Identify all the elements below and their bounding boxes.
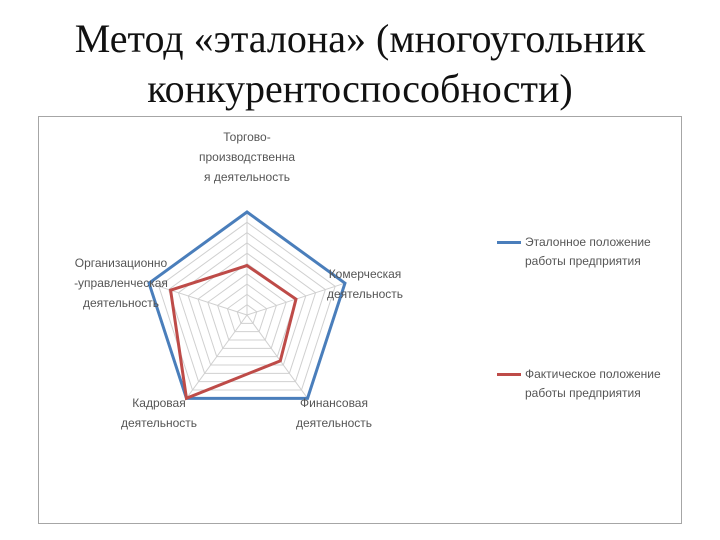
axis-label-5-line-3: деятельность <box>82 296 160 310</box>
axis-label-3-line-2: деятельность <box>295 416 373 430</box>
axis-label-1-line-2: производственна <box>198 150 296 164</box>
radar-chart <box>38 116 682 524</box>
legend-label-reference-line-1: Эталонное положение <box>525 235 651 249</box>
legend-label-actual-line-2: работы предприятия <box>525 386 641 400</box>
legend-label-actual-line-1: Фактическое положение <box>525 367 661 381</box>
axis-label-1-line-1: Торгово- <box>223 130 271 144</box>
axis-label-3-line-1: Финансовая <box>300 396 368 410</box>
axis-label-5-line-1: Организационно <box>74 256 168 270</box>
legend-swatch-actual <box>497 373 521 376</box>
axis-label-2-line-2: деятельность <box>326 287 404 301</box>
slide-title-line-1: Метод «эталона» (многоугольник <box>74 16 646 61</box>
axis-label-5-line-2: -управленческая <box>74 276 168 290</box>
legend-label-reference <box>525 233 681 271</box>
slide-title <box>0 14 720 114</box>
axis-label-1-line-3: я деятельность <box>204 170 290 184</box>
legend-swatch-reference <box>497 241 521 244</box>
axis-label-4-line-1: Кадровая <box>132 396 186 410</box>
radar-chart-plot <box>39 117 681 523</box>
axis-label-2-line-1: Комерческая <box>328 267 402 281</box>
slide-title-line-2: конкурентоспособности) <box>147 66 573 111</box>
series-line-actual <box>171 266 296 399</box>
axis-label-4-line-2: деятельность <box>120 416 198 430</box>
legend-label-reference-line-2: работы предприятия <box>525 254 641 268</box>
legend-label-actual <box>525 365 681 403</box>
